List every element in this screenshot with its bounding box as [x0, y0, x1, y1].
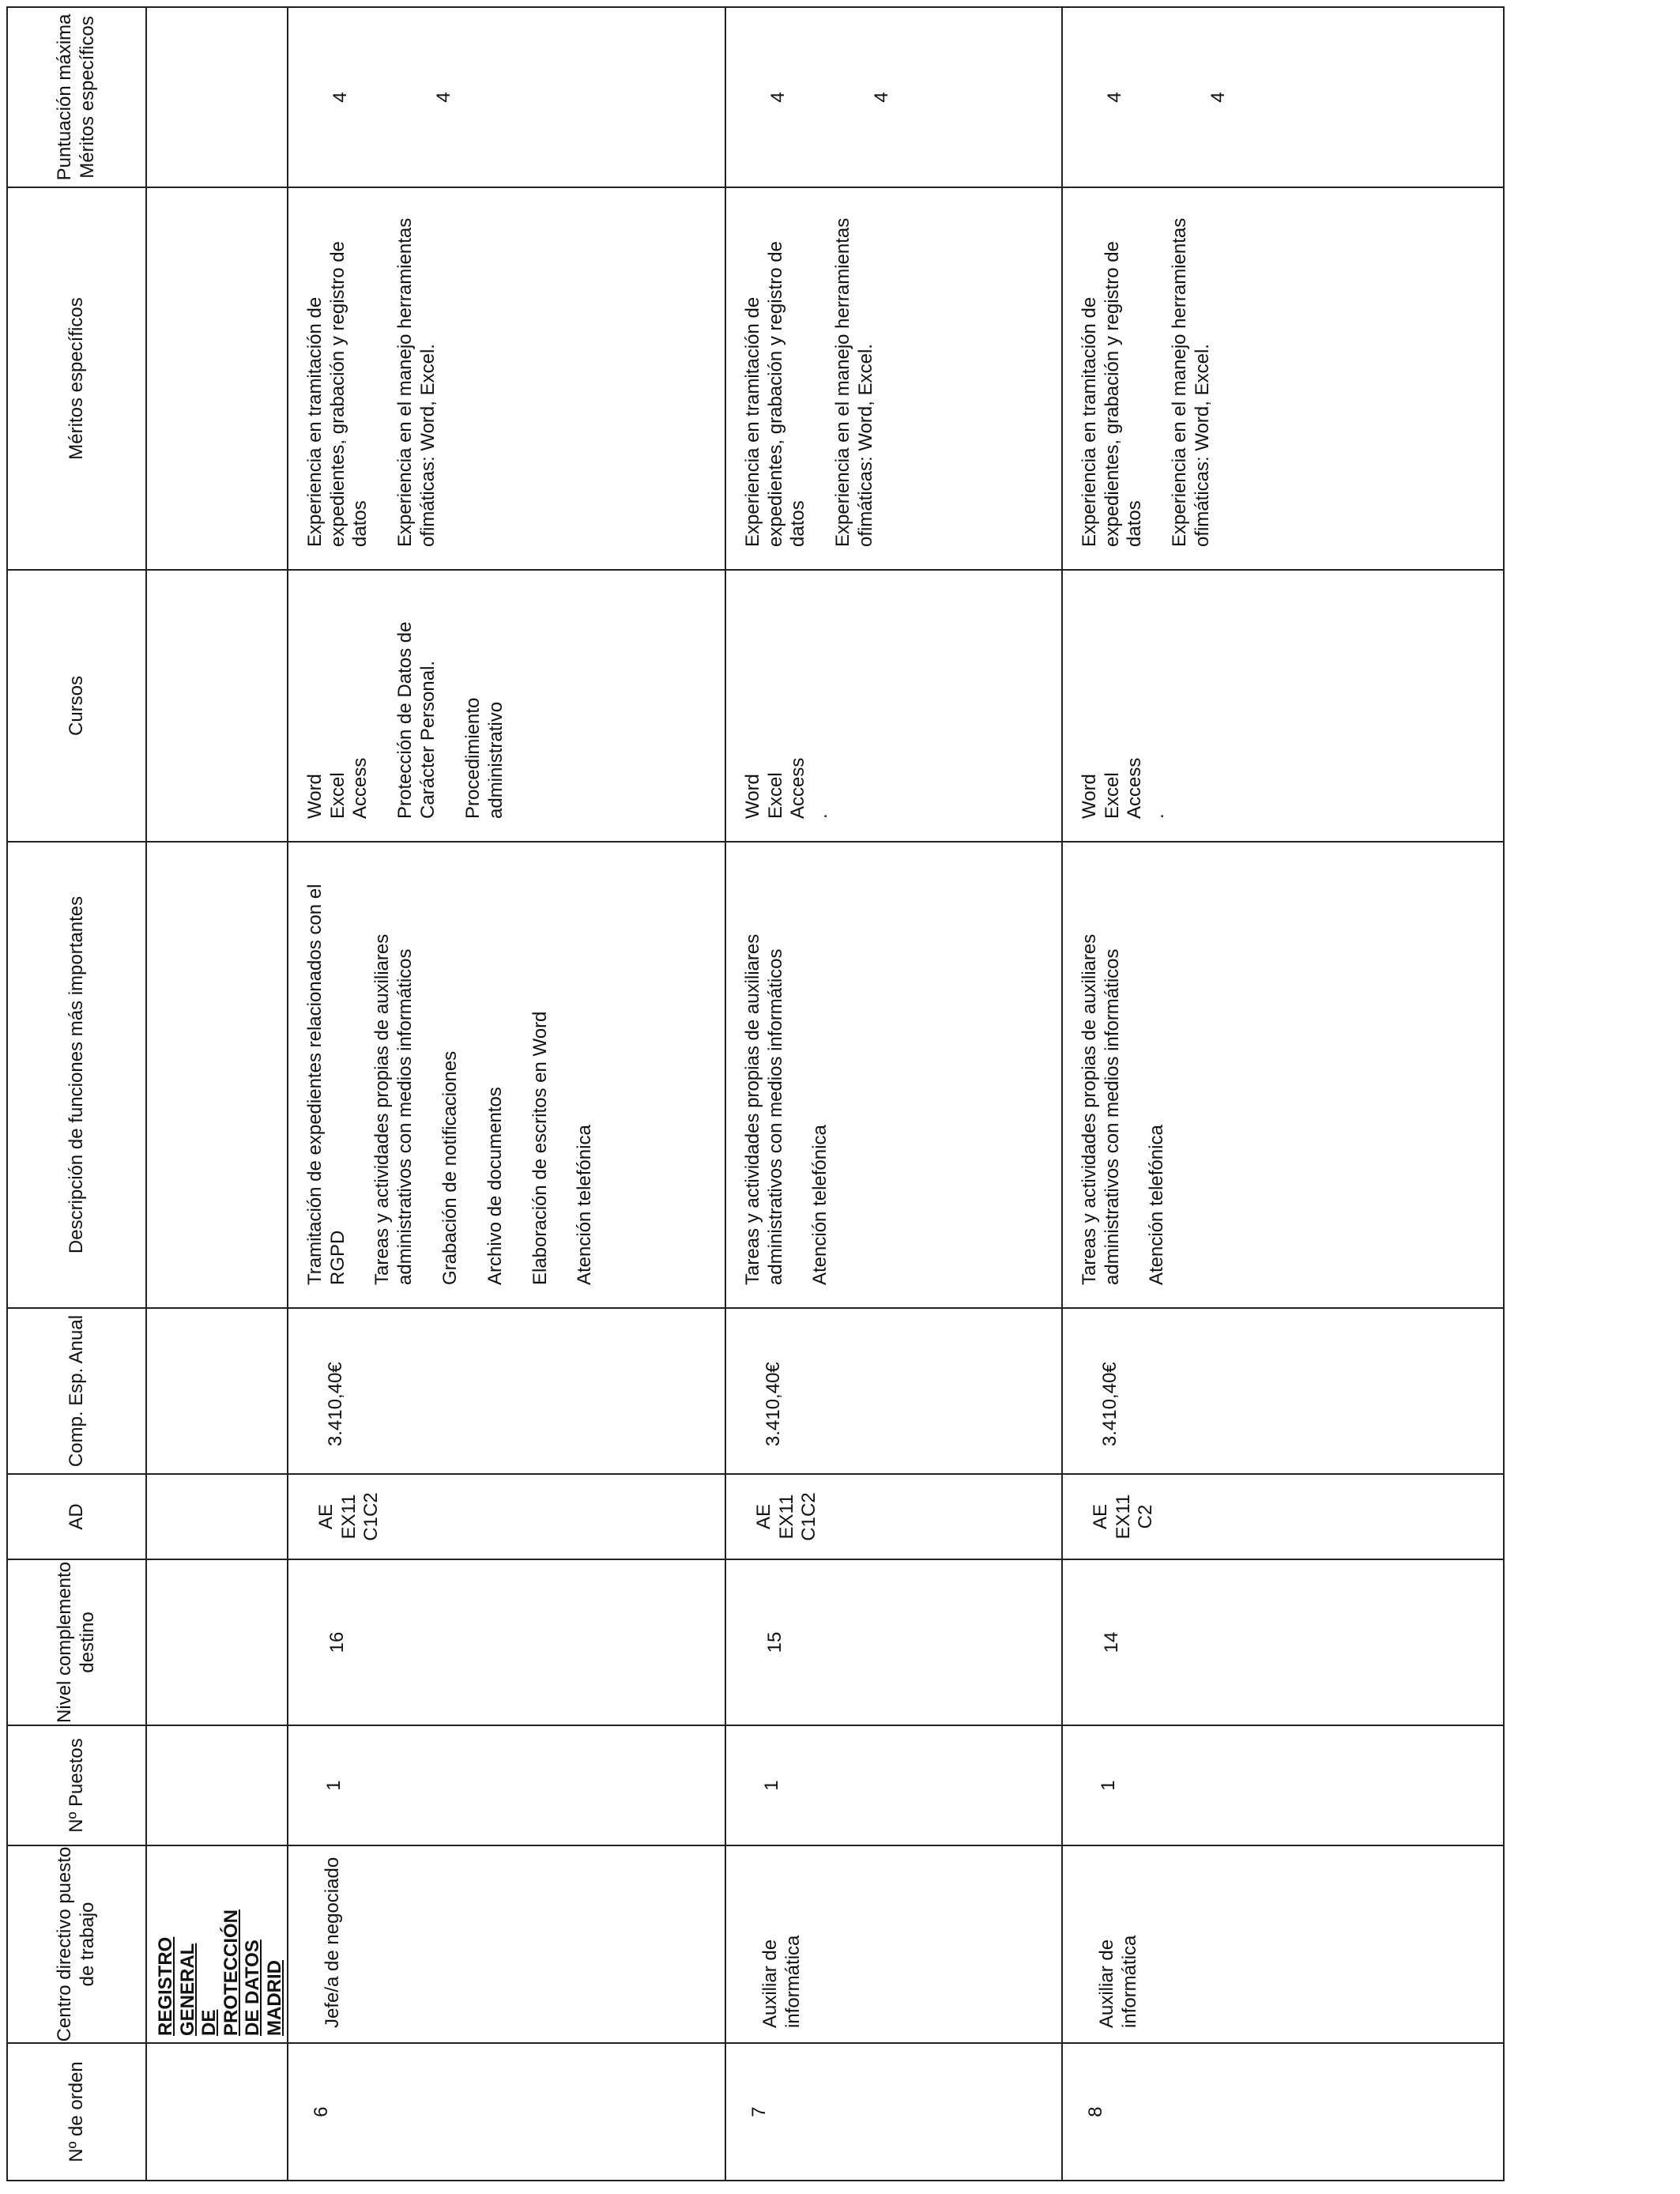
num-value: 1 — [1097, 1780, 1119, 1791]
curso-item: Word — [1078, 774, 1100, 819]
puntuacion-cell — [288, 7, 725, 187]
curso-item: Access — [349, 757, 371, 819]
comp-cell — [288, 1308, 725, 1474]
header-row — [7, 7, 146, 2181]
nivel-value: 16 — [326, 1631, 348, 1653]
curso-item: Access — [1124, 757, 1146, 819]
nivel-value: 15 — [763, 1631, 785, 1653]
header-cursos — [7, 570, 146, 842]
ad-line: EX11 — [337, 1494, 360, 1540]
num-value: 1 — [760, 1780, 782, 1791]
unit-cell-blank — [146, 187, 288, 570]
meritos-cell — [725, 187, 1062, 570]
comp-value: 3.410,40€ — [1098, 1362, 1121, 1446]
nivel-cell — [725, 1559, 1062, 1725]
header-cursos-text: Cursos — [65, 675, 87, 737]
funcion-item: Atención telefónica — [574, 1125, 596, 1285]
puesto-value: Jefe/a de negociado — [321, 1857, 343, 2028]
ad-cell — [288, 1474, 725, 1559]
puesto-value: Auxiliar de informática — [1095, 1935, 1140, 2028]
merito-item: Experiencia en el manejo herramientas ofimáticas: Word, Excel. — [832, 217, 876, 547]
header-centro — [7, 1845, 146, 2043]
curso-item: . — [1147, 813, 1169, 819]
cursos-cell — [1062, 570, 1504, 842]
curso-item: Excel — [764, 772, 786, 819]
puntuacion-value: 4 — [432, 92, 454, 103]
puntuacion-value: 4 — [870, 92, 892, 103]
funcion-item: Grabación de notificaciones — [439, 1050, 461, 1285]
unit-cell-blank — [146, 1725, 288, 1845]
puntuacion-cell — [725, 7, 1062, 187]
header-descripcion-text: Descripción de funciones más importantes — [65, 895, 87, 1254]
orden-value: 8 — [1084, 2106, 1106, 2117]
header-ad-text: AD — [65, 1503, 87, 1530]
puntuacion-cell — [1062, 7, 1504, 187]
num-cell — [1062, 1725, 1504, 1845]
header-ad — [7, 1474, 146, 1559]
curso-item: . — [810, 813, 832, 819]
ad-line: C1C2 — [798, 1492, 820, 1541]
header-orden-text: Nº de orden — [65, 2061, 87, 2162]
header-centro-text: Centro directivo puesto de trabajo — [54, 1846, 98, 2042]
curso-item: Protección de Datos de Carácter Personal. — [394, 621, 439, 819]
ad-line: AE — [1089, 1504, 1111, 1530]
comp-value: 3.410,40€ — [324, 1362, 346, 1446]
merito-item: Experiencia en el manejo herramientas ofimáticas: Word, Excel. — [394, 217, 439, 547]
puesto-value: Auxiliar de informática — [759, 1935, 804, 2028]
unit-cell-blank — [146, 570, 288, 842]
ad-cell — [1062, 1474, 1504, 1559]
header-comp — [7, 1308, 146, 1474]
merito-item: Experiencia en tramitación de expedientes, grabación y registro de datos — [1078, 241, 1146, 547]
funcion-item: Tareas y actividades propias de auxiliares administrativos con medios informáticos — [371, 933, 416, 1285]
num-cell — [288, 1725, 725, 1845]
comp-value: 3.410,40€ — [762, 1362, 784, 1446]
unit-cell-name — [146, 1845, 288, 2043]
meritos-cell — [1062, 187, 1504, 570]
unit-name: REGISTRO GENERAL DE PROTECCIÓN DE DATOS MADRID — [155, 1909, 285, 2036]
puntuacion-value: 4 — [1103, 92, 1125, 103]
cursos-cell — [288, 570, 725, 842]
curso-item: Word — [303, 774, 326, 819]
header-puntuacion-text: Puntuación máxima Méritos específicos — [54, 13, 98, 181]
header-nivel-text: Nivel complemento destino — [54, 1561, 98, 1724]
merito-item: Experiencia en el manejo herramientas ofimáticas: Word, Excel. — [1169, 217, 1213, 547]
unit-cell-blank — [146, 7, 288, 187]
puesto-cell — [1062, 1845, 1504, 2043]
header-meritos — [7, 187, 146, 570]
header-nivel — [7, 1559, 146, 1725]
unit-cell-blank — [146, 1559, 288, 1725]
table-row — [1062, 7, 1504, 2181]
curso-item: Access — [787, 757, 809, 819]
nivel-cell — [288, 1559, 725, 1725]
nivel-value: 14 — [1100, 1631, 1122, 1653]
funcion-item: Archivo de documentos — [484, 1087, 506, 1285]
ad-line: AE — [315, 1504, 337, 1530]
curso-item: Word — [741, 774, 763, 819]
curso-item: Excel — [1101, 772, 1123, 819]
header-puntuacion — [7, 7, 146, 187]
descripcion-cell — [288, 842, 725, 1308]
ad-line: AE — [752, 1504, 774, 1530]
header-meritos-text: Méritos específicos — [65, 297, 87, 460]
orden-value: 6 — [310, 2106, 332, 2117]
puntuacion-value: 4 — [329, 92, 351, 103]
unit-row — [146, 7, 288, 2181]
unit-cell-blank — [146, 1308, 288, 1474]
descripcion-cell — [725, 842, 1062, 1308]
unit-cell-blank — [146, 842, 288, 1308]
table-row — [725, 7, 1062, 2181]
header-puestos — [7, 1725, 146, 1845]
puesto-cell — [288, 1845, 725, 2043]
table-row — [288, 7, 725, 2181]
funcion-item: Atención telefónica — [809, 1125, 831, 1285]
header-descripcion — [7, 842, 146, 1308]
orden-cell — [725, 2043, 1062, 2181]
descripcion-cell — [1062, 842, 1504, 1308]
curso-item: Procedimiento administrativo — [461, 697, 507, 819]
funcion-item: Tramitación de expedientes relacionados con el RGPD — [303, 884, 348, 1285]
funcion-item: Atención telefónica — [1146, 1125, 1168, 1285]
ad-line: C1C2 — [360, 1492, 382, 1541]
comp-cell — [725, 1308, 1062, 1474]
curso-item: Excel — [326, 772, 348, 819]
unit-cell-blank — [146, 2043, 288, 2181]
meritos-cell — [288, 187, 725, 570]
nivel-cell — [1062, 1559, 1504, 1725]
header-orden — [7, 2043, 146, 2181]
unit-cell-blank — [146, 1474, 288, 1559]
num-cell — [725, 1725, 1062, 1845]
orden-cell — [288, 2043, 725, 2181]
orden-cell — [1062, 2043, 1504, 2181]
funcion-item: Elaboración de escritos en Word — [529, 1011, 551, 1285]
funcion-item: Tareas y actividades propias de auxiliares administrativos con medios informáticos — [741, 933, 786, 1285]
orden-value: 7 — [748, 2106, 770, 2117]
merito-item: Experiencia en tramitación de expedientes, grabación y registro de datos — [303, 241, 371, 547]
ad-line: EX11 — [775, 1494, 797, 1540]
header-comp-text: Comp. Esp. Anual — [65, 1314, 87, 1468]
cursos-cell — [725, 570, 1062, 842]
num-value: 1 — [322, 1780, 345, 1791]
puntuacion-value: 4 — [1207, 92, 1229, 103]
vacancies-table — [6, 6, 1505, 2181]
merito-item: Experiencia en tramitación de expedientes, grabación y registro de datos — [741, 241, 809, 547]
puesto-cell — [725, 1845, 1062, 2043]
header-puestos-text: Nº Puestos — [65, 1738, 87, 1833]
puntuacion-value: 4 — [767, 92, 789, 103]
ad-cell — [725, 1474, 1062, 1559]
funcion-item: Tareas y actividades propias de auxiliares administrativos con medios informáticos — [1078, 933, 1123, 1285]
comp-cell — [1062, 1308, 1504, 1474]
ad-line: C2 — [1135, 1504, 1157, 1529]
ad-line: EX11 — [1112, 1494, 1134, 1540]
